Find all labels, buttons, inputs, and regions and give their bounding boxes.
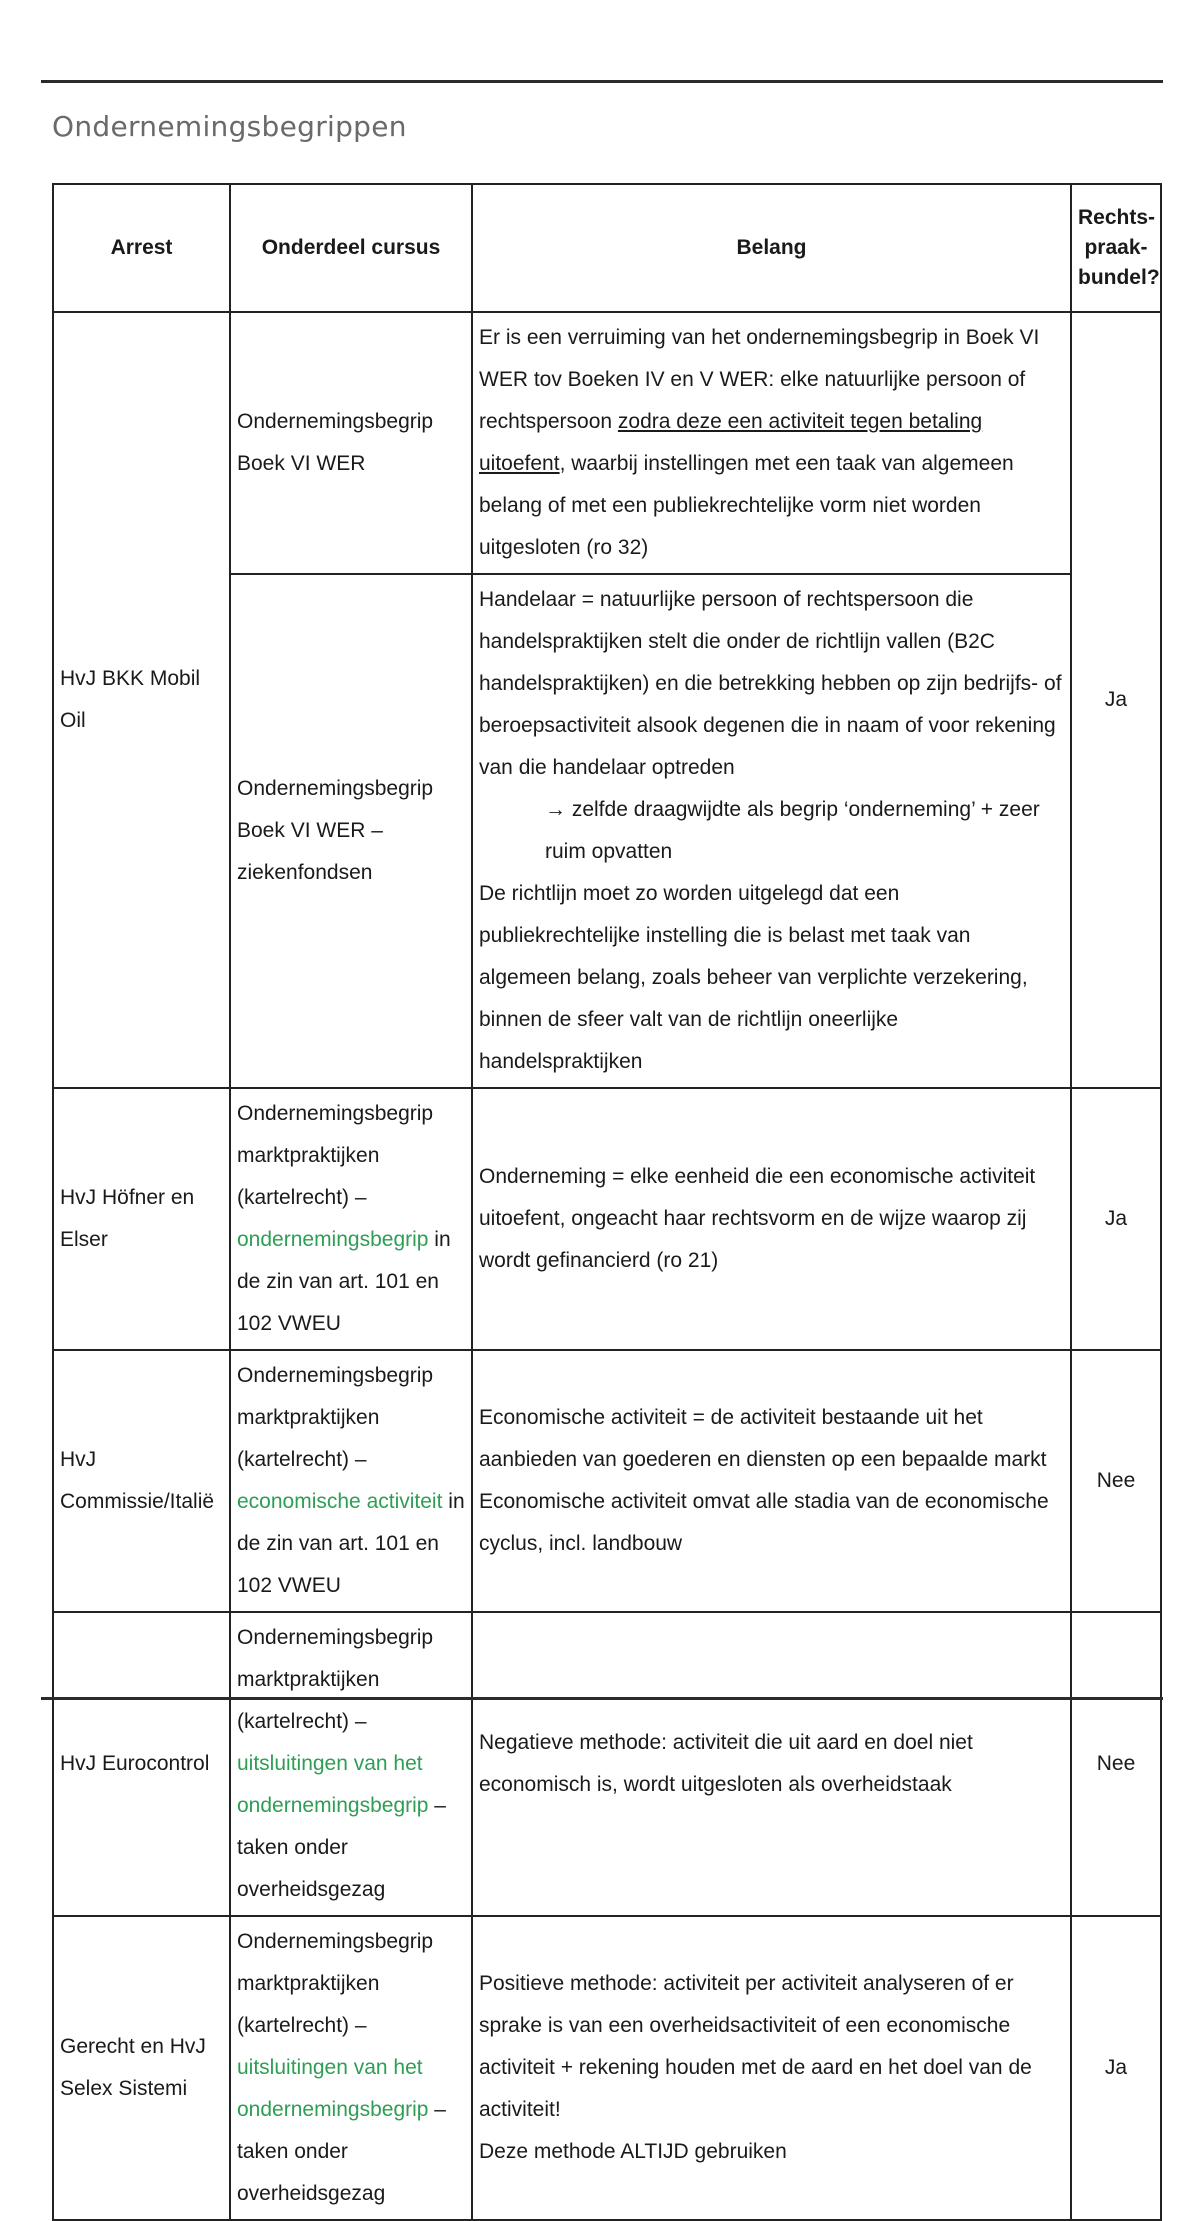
belang-text: , waarbij instellingen met een taak van algemeen belang of met een publiekrechtelijke vorm niet worden uitgesloten (ro 32) xyxy=(479,452,1014,559)
cell-belang xyxy=(472,1916,1071,2220)
cell-onderdeel xyxy=(230,1088,472,1350)
cell-belang xyxy=(472,1350,1071,1612)
header-onderdeel: Onderdeel cursus xyxy=(230,184,472,312)
cell-bundel: Nee xyxy=(1071,1350,1161,1612)
table-row-eurocontrol xyxy=(53,1612,1161,1916)
onderdeel-text: Ondernemingsbegrip marktpraktijken (kartelrecht) – xyxy=(237,1930,434,2037)
table-row-hofner-en-elser xyxy=(53,1088,1161,1350)
table-row-commissie-italie xyxy=(53,1350,1161,1612)
onderdeel-text: Ondernemingsbegrip marktpraktijken (kartelrecht) – xyxy=(237,1364,434,1471)
onderdeel-highlight: ondernemingsbegrip xyxy=(237,1228,429,1251)
onderdeel-text: Ondernemingsbegrip marktpraktijken (kartelrecht) – xyxy=(237,1102,434,1209)
table-row-bkk-mobil-oil-a xyxy=(53,312,1161,574)
cell-onderdeel xyxy=(230,1350,472,1612)
header-row xyxy=(53,184,1161,312)
cell-bundel: Nee xyxy=(1071,1612,1161,1916)
belang-paragraph: Handelaar = natuurlijke persoon of rechtspersoon die handelspraktijken stelt die onder de richtlijn vallen (B2C handelspraktijken) en die betrekking hebben op zijn bedrijfs- of beroepsactiviteit alsook degenen die in naam of voor rekening van die handelaar optreden xyxy=(479,588,1062,779)
cell-onderdeel xyxy=(230,1612,472,1916)
belang-paragraph: Deze methode ALTIJD gebruiken xyxy=(479,2140,787,2163)
belang-text: Er is een verruiming van het ondernemingsbegrip in Boek VI WER tov Boeken IV en V WER: elke natuurlijke persoon of rechtspersoon xyxy=(479,326,1040,433)
header-rechtspraakbundel xyxy=(1071,184,1161,312)
header-bundel-line-1: Rechts- xyxy=(1078,206,1156,229)
cell-arrest: HvJ Commissie/Italië xyxy=(53,1350,230,1612)
cell-arrest: HvJ Eurocontrol xyxy=(53,1612,230,1916)
page-heading: Ondernemingsbegrippen xyxy=(52,110,407,143)
header-bundel-line-3: bundel? xyxy=(1078,266,1160,289)
header-bundel-line-2: praak- xyxy=(1084,236,1148,259)
belang-paragraph: Positieve methode: activiteit per activiteit analyseren of er sprake is van een overheidsactiviteit of een economische activiteit + rekening houden met de aard en het doel van de activiteit! xyxy=(479,1972,1032,2121)
table-row-selex-sistemi xyxy=(53,1916,1161,2220)
cell-bundel: Ja xyxy=(1071,1088,1161,1350)
cell-bundel: Ja xyxy=(1071,1916,1161,2220)
cell-onderdeel xyxy=(230,1916,472,2220)
belang-paragraph: Economische activiteit = de activiteit bestaande uit het aanbieden van goederen en diensten op een bepaalde markt xyxy=(479,1406,1047,1471)
onderdeel-highlight: economische activiteit xyxy=(237,1490,443,1513)
belang-paragraph: De richtlijn moet zo worden uitgelegd dat een publiekrechtelijke instelling die is belast met taak van algemeen belang, zoals beheer van verplichte verzekering, binnen de sfeer valt van de richtlijn oneerlijke handelspraktijken xyxy=(479,882,1028,1073)
cell-belang: Negatieve methode: activiteit die uit aard en doel niet economisch is, wordt uitgesloten als overheidstaak xyxy=(472,1612,1071,1916)
belang-arrow-line: → zelfde draagwijdte als begrip ‘onderneming’ + zeer ruim opvatten xyxy=(545,798,1040,863)
belang-underlined-text: zodra deze een activiteit tegen betaling uitoefent xyxy=(479,410,983,475)
cell-arrest: Gerecht en HvJ Selex Sistemi xyxy=(53,1916,230,2220)
top-rule xyxy=(41,80,1163,83)
onderdeel-highlight: uitsluitingen van het ondernemingsbegrip xyxy=(237,2056,429,2121)
onderdeel-text: Ondernemingsbegrip marktpraktijken (kartelrecht) – xyxy=(237,1626,434,1733)
cell-onderdeel: Ondernemingsbegrip Boek VI WER xyxy=(230,312,472,574)
header-belang: Belang xyxy=(472,184,1071,312)
onderdeel-highlight: uitsluitingen van het ondernemingsbegrip xyxy=(237,1752,429,1817)
header-arrest: Arrest xyxy=(53,184,230,312)
cell-belang xyxy=(472,312,1071,574)
cell-onderdeel: Ondernemingsbegrip Boek VI WER – ziekenfondsen xyxy=(230,574,472,1088)
onderdeel-text: in de zin van art. 101 en 102 VWEU xyxy=(237,1228,451,1335)
onderdeel-text: – taken onder overheidsgezag xyxy=(237,1794,446,1901)
cell-belang: Onderneming = elke eenheid die een economische activiteit uitoefent, ongeacht haar rechtsvorm en de wijze waarop zij wordt gefinancierd (ro 21) xyxy=(472,1088,1071,1350)
belang-paragraph: Economische activiteit omvat alle stadia van de economische cyclus, incl. landbouw xyxy=(479,1490,1049,1555)
cell-arrest: HvJ BKK Mobil Oil xyxy=(53,312,230,1088)
cell-arrest: HvJ Höfner en Elser xyxy=(53,1088,230,1350)
onderdeel-text: – taken onder overheidsgezag xyxy=(237,2098,446,2205)
cell-bundel: Ja xyxy=(1071,312,1161,1088)
onderdeel-text: in de zin van art. 101 en 102 VWEU xyxy=(237,1490,465,1597)
arresten-table xyxy=(52,183,1162,2221)
cell-belang xyxy=(472,574,1071,1088)
